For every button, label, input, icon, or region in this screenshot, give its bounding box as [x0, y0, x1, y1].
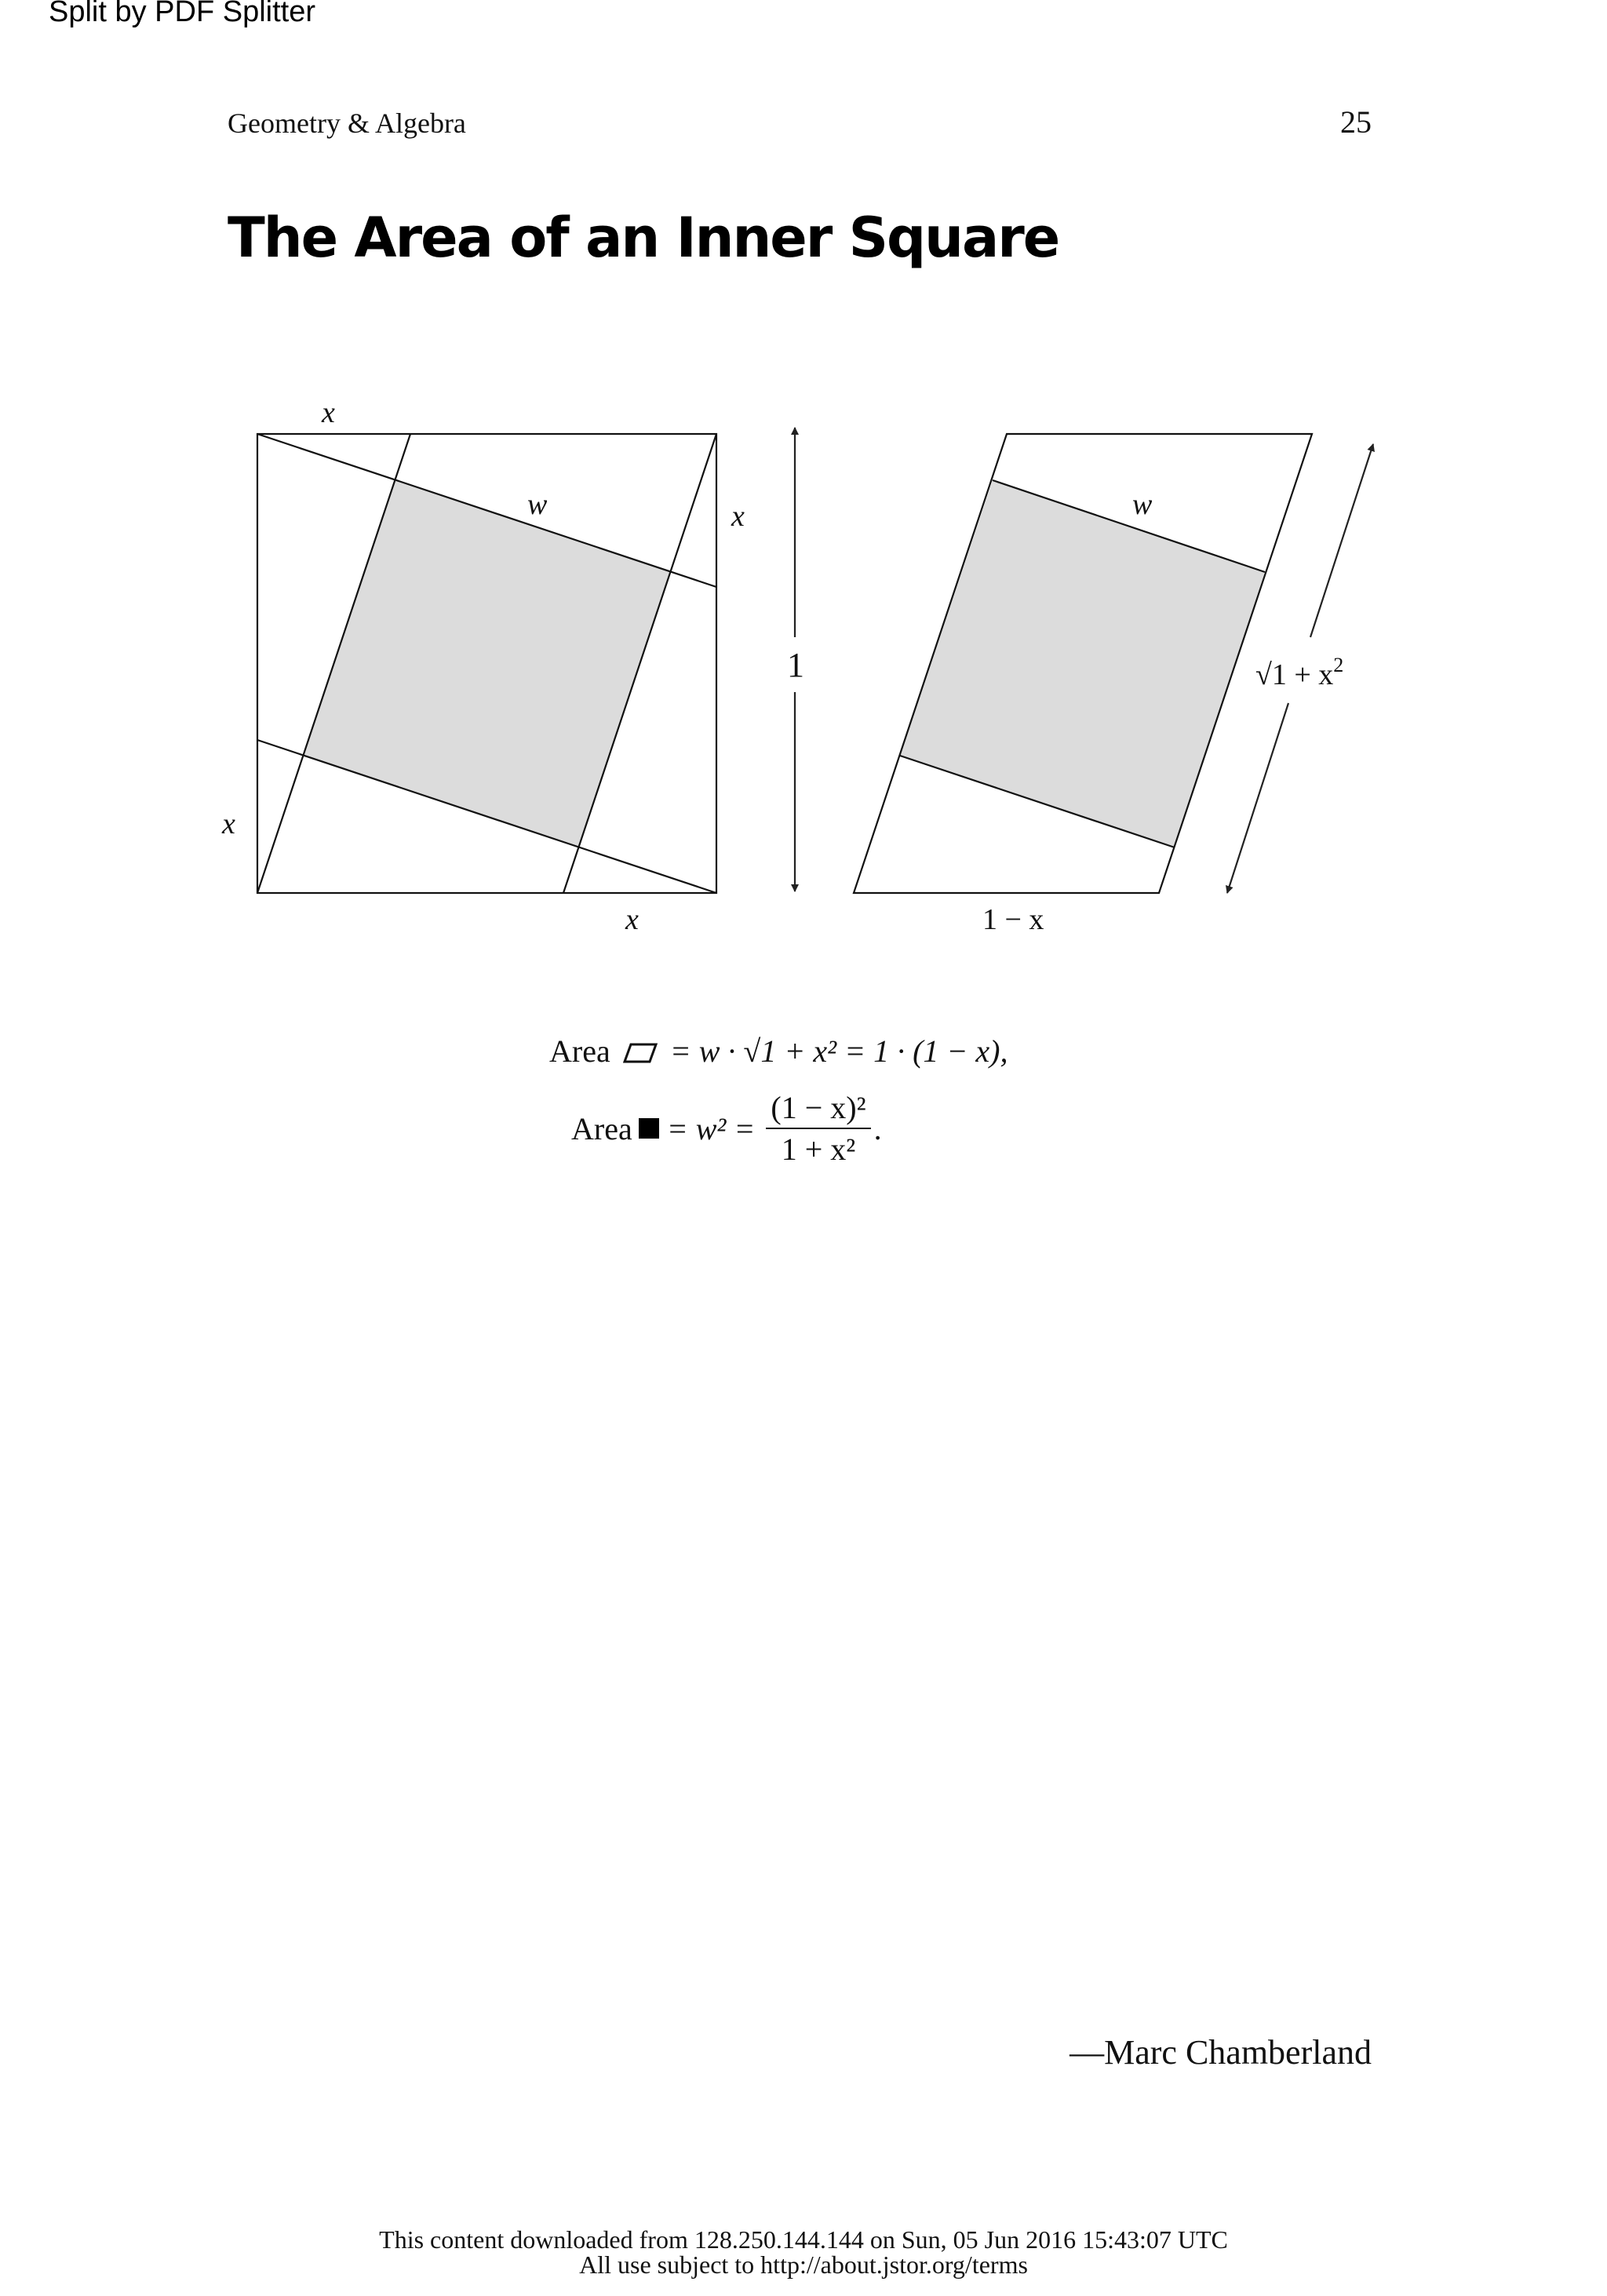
label-x-top: x — [322, 396, 335, 429]
equation-line-1 — [549, 1033, 1008, 1070]
label-w-left: w — [527, 488, 548, 521]
fraction — [766, 1089, 870, 1168]
parallelogram-figure — [854, 434, 1312, 893]
shaded-inner-square — [303, 480, 671, 847]
label-x-right: x — [731, 500, 745, 533]
left-square-figure — [257, 434, 716, 893]
area-label-2: Area — [571, 1110, 632, 1146]
footer-download-note: This content downloaded from 128.250.144.144 on Sun, 05 Jun 2016 15:43:07 UTC — [379, 2225, 1228, 2254]
parallelogram-icon — [623, 1042, 658, 1064]
label-w-right: w — [1132, 488, 1153, 521]
label-base: 1 − x — [982, 903, 1044, 936]
article-title: The Area of an Inner Square — [228, 206, 1059, 270]
label-x-bottom: x — [625, 903, 639, 936]
geometry-figure — [0, 0, 1607, 1020]
fraction-numerator: (1 − x)² — [771, 1090, 866, 1125]
equation-end: . — [873, 1110, 882, 1146]
filled-square-icon — [639, 1118, 659, 1139]
label-one: 1 — [787, 646, 804, 684]
fraction-denominator: 1 + x² — [781, 1132, 856, 1167]
label-sqrt-side: $√1 + x^2$ — [1255, 654, 1344, 691]
label-x-left: x — [222, 807, 235, 840]
fraction-bar — [766, 1128, 870, 1129]
area-label-1: Area — [549, 1033, 610, 1069]
equation-rhs-1: = w · √1 + x² = 1 · (1 − x), — [669, 1033, 1008, 1069]
equation-line-2 — [571, 1089, 882, 1168]
page-number: 25 — [1340, 104, 1372, 140]
watermark-text: Split by PDF Splitter — [49, 0, 315, 28]
author-attribution: —Marc Chamberland — [1070, 2033, 1372, 2072]
shaded-parallelogram-band — [900, 480, 1265, 847]
running-header: Geometry & Algebra — [228, 108, 466, 139]
equation-lhs-2: = w² = — [666, 1110, 756, 1146]
footer-terms-note: All use subject to http://about.jstor.org/terms — [579, 2250, 1028, 2279]
